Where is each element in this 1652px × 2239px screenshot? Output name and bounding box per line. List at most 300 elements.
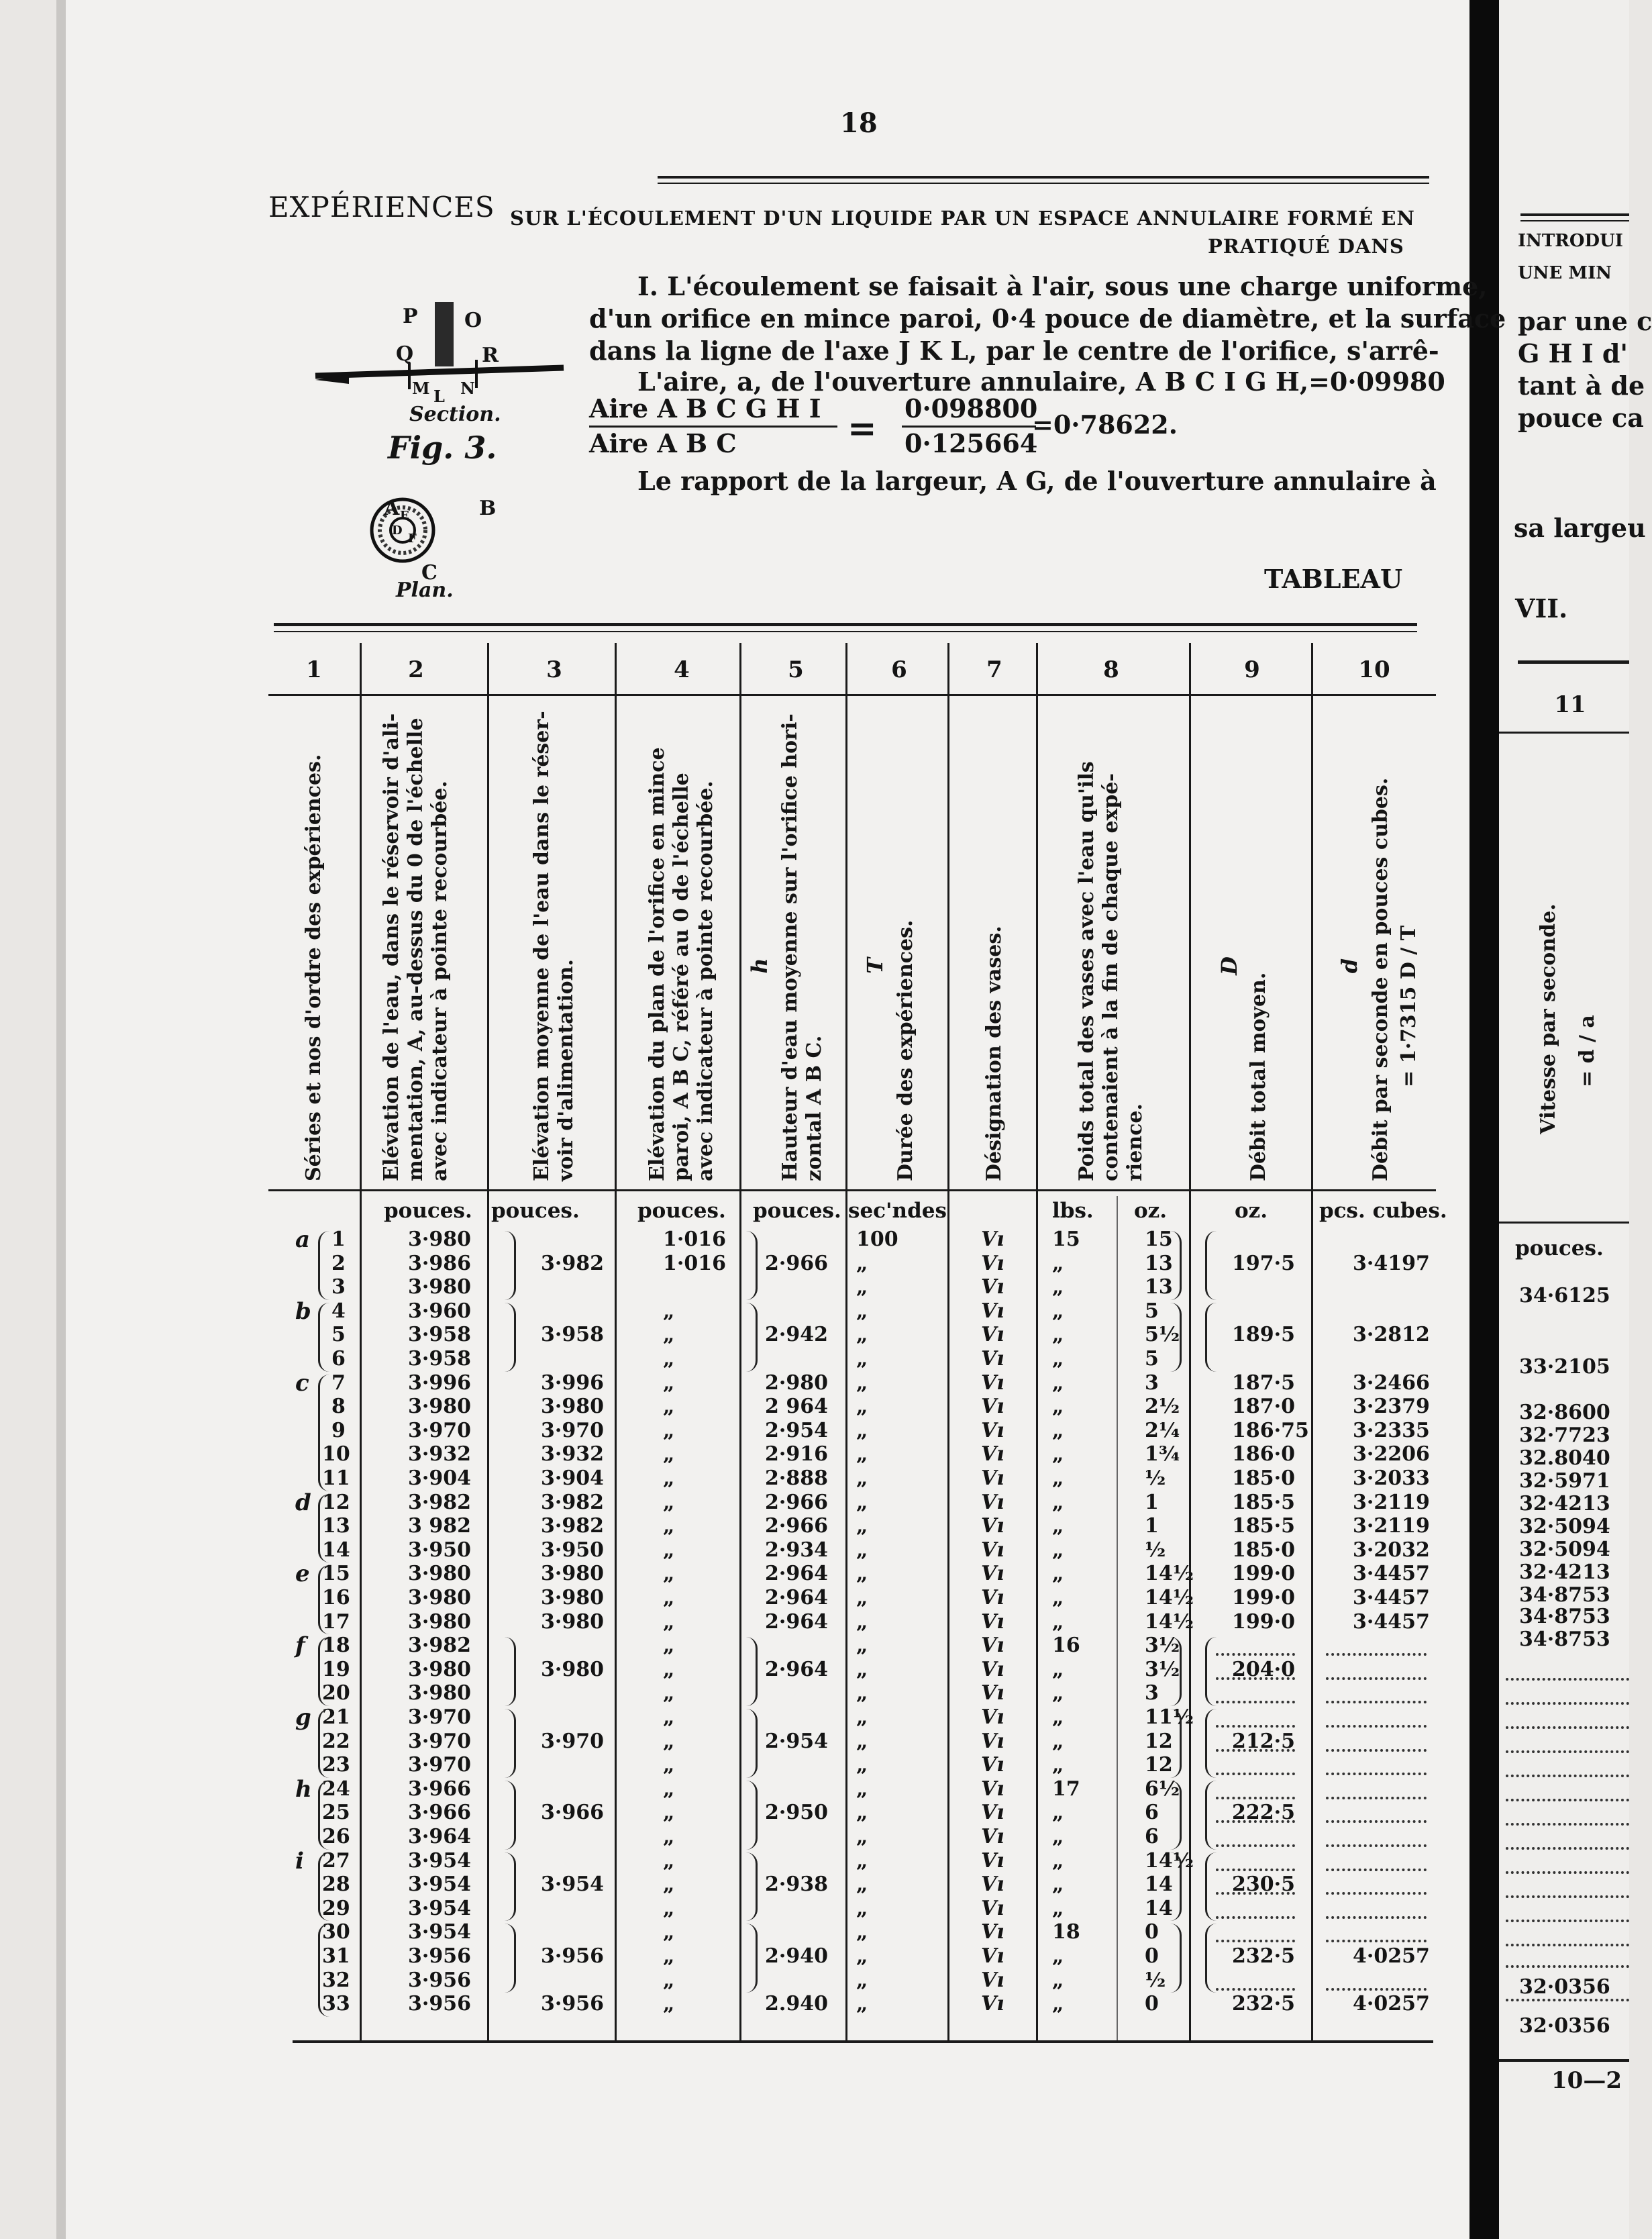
- cell-c9: 197·5: [1232, 1251, 1295, 1275]
- experiment-number: 15: [322, 1562, 350, 1586]
- cell-c2: 3·980: [408, 1395, 471, 1419]
- table-rule-header: [268, 694, 1436, 696]
- cell-oz: 14: [1145, 1873, 1173, 1897]
- right-value: 32·5094: [1519, 1515, 1610, 1538]
- para-line-4: L'aire, a, de l'ouverture annulaire, A B C I G H,=0·09980: [637, 366, 1445, 397]
- dotted-leader: [1216, 1797, 1295, 1799]
- series-brace: [318, 1565, 329, 1634]
- group-brace: [746, 1303, 758, 1372]
- cell-c2: 3·904: [408, 1466, 471, 1490]
- cell-oz: 14½: [1145, 1609, 1194, 1634]
- table-row: [0, 1325, 1469, 1349]
- dotted-leader: [1326, 1701, 1427, 1703]
- group-brace: [505, 1637, 516, 1706]
- cell-oz: 3½: [1145, 1657, 1180, 1681]
- right-value: 34·8753: [1519, 1605, 1610, 1628]
- cell-c2: 3·960: [408, 1299, 471, 1323]
- cell-c2: 3·970: [408, 1753, 471, 1777]
- experiment-number: 18: [322, 1634, 350, 1658]
- right-section: VII.: [1515, 593, 1568, 624]
- dotted-leader: [1216, 1940, 1295, 1942]
- cell-lbs: „: [1052, 1681, 1064, 1705]
- unit-label: pouces.: [384, 1199, 472, 1223]
- group-brace-oz: [1170, 1231, 1182, 1300]
- cell-c7: Vı: [981, 1777, 1004, 1801]
- cell-c6: „: [856, 1251, 868, 1275]
- cell-c6: „: [856, 1323, 868, 1347]
- cell-lbs: „: [1052, 1609, 1064, 1634]
- series-brace: [318, 1231, 329, 1300]
- cell-c6: „: [856, 1466, 868, 1490]
- right-value: 32·0356: [1519, 1975, 1610, 1999]
- cell-c7: Vı: [981, 1992, 1004, 2016]
- group-brace-oz: [1170, 1924, 1182, 1993]
- cell-lbs: „: [1052, 1944, 1064, 1968]
- plan-label-a: A: [384, 497, 400, 520]
- right-header-rule: [1499, 732, 1629, 734]
- fig-label-q: Q: [396, 342, 414, 366]
- cell-c6: „: [856, 1275, 868, 1299]
- cell-lbs: „: [1052, 1395, 1064, 1419]
- cell-c2: 3·980: [408, 1562, 471, 1586]
- title-main: EXPÉRIENCES: [268, 191, 495, 223]
- cell-c3: 3·980: [541, 1395, 604, 1419]
- cell-c9: 212·5: [1232, 1729, 1295, 1753]
- right-value: 32.8040: [1519, 1446, 1610, 1470]
- column-header-text: contenaient à la fin de chaque expé-: [1099, 773, 1123, 1181]
- cell-c4: „: [663, 1466, 675, 1490]
- table-row: [0, 1946, 1469, 1971]
- cell-c10: 4·0257: [1353, 1992, 1430, 2016]
- cell-c4: „: [663, 1634, 675, 1658]
- column-number: 4: [674, 656, 690, 683]
- cell-oz: 14½: [1145, 1586, 1194, 1609]
- cell-c3: 3·970: [541, 1729, 604, 1753]
- cell-c2: 3·970: [408, 1729, 471, 1753]
- cell-c4: „: [663, 1371, 675, 1395]
- cell-oz: 3½: [1145, 1634, 1180, 1658]
- experiment-number: 7: [331, 1371, 346, 1395]
- dotted-leader: [1326, 1820, 1427, 1823]
- experiment-number: 16: [322, 1586, 350, 1609]
- cell-c10: 3·4457: [1353, 1586, 1430, 1609]
- cell-c2: 3·954: [408, 1896, 471, 1920]
- cell-c5: 2·964: [765, 1609, 828, 1634]
- cell-c3: 3·956: [541, 1944, 604, 1968]
- cell-c3: 3·982: [541, 1251, 604, 1275]
- cell-oz: ½: [1145, 1538, 1166, 1562]
- column-header-text: Durée des expériences.: [894, 919, 917, 1181]
- group-brace: [505, 1303, 516, 1372]
- right-value: 32·8600: [1519, 1401, 1610, 1424]
- cell-oz: 1: [1145, 1514, 1159, 1538]
- group-brace-oz: [1170, 1637, 1182, 1706]
- cell-c7: Vı: [981, 1753, 1004, 1777]
- column-number: 2: [408, 656, 424, 683]
- column-header-text: Elévation de l'eau, dans le réservoir d'ali-: [380, 713, 403, 1181]
- experiment-number: 14: [322, 1538, 350, 1562]
- group-brace: [505, 1709, 516, 1778]
- cell-c4: „: [663, 1299, 675, 1323]
- unit-label: pouces.: [753, 1199, 841, 1223]
- right-col-number: 11: [1554, 691, 1586, 718]
- dotted-leader: [1326, 1677, 1427, 1680]
- cell-lbs: „: [1052, 1825, 1064, 1848]
- group-brace-right: [1205, 1781, 1217, 1850]
- experiment-number: 11: [322, 1466, 350, 1490]
- cell-c10: 3·2335: [1353, 1418, 1430, 1442]
- cell-c2: 3·996: [408, 1371, 471, 1395]
- table-row: [0, 1251, 1469, 1278]
- series-brace: [318, 1781, 329, 1850]
- cell-c6: „: [856, 1801, 868, 1825]
- cell-oz: 12: [1145, 1729, 1173, 1753]
- cell-c10: 4·0257: [1353, 1944, 1430, 1968]
- cell-c4: 1·016: [663, 1228, 726, 1251]
- experiment-number: 23: [322, 1753, 350, 1777]
- experiment-number: 26: [322, 1825, 350, 1848]
- right-rule: [1520, 213, 1629, 216]
- cell-oz: 1: [1145, 1490, 1159, 1514]
- formula-right-num: 0·098800: [905, 393, 1038, 424]
- dotted-leader: [1326, 1844, 1427, 1847]
- caption-plan: Plan.: [396, 579, 454, 602]
- right-dotted-leader: [1506, 1920, 1629, 1922]
- right-dotted-leader: [1506, 1799, 1629, 1801]
- cell-c2: 3·964: [408, 1825, 471, 1848]
- experiment-number: 29: [322, 1896, 350, 1920]
- dotted-leader: [1326, 1749, 1427, 1752]
- cell-c7: Vı: [981, 1562, 1004, 1586]
- right-dotted-leader: [1506, 1750, 1629, 1753]
- column-header-text: Débit total moyen.: [1247, 972, 1270, 1181]
- right-heading-2: UNE MIN: [1518, 263, 1612, 283]
- cell-c4: „: [663, 1944, 675, 1968]
- right-value: 34·8753: [1519, 1628, 1610, 1651]
- cell-c6: „: [856, 1705, 868, 1729]
- column-header-symbol: d: [1337, 958, 1363, 974]
- series-letter: a: [295, 1226, 311, 1253]
- cell-c4: „: [663, 1896, 675, 1920]
- cell-c7: Vı: [981, 1466, 1004, 1490]
- cell-oz: ½: [1145, 1466, 1166, 1490]
- experiment-number: 24: [322, 1777, 350, 1801]
- cell-c2: 3·970: [408, 1705, 471, 1729]
- dotted-leader: [1216, 1749, 1295, 1752]
- right-dotted-leader: [1506, 1726, 1629, 1729]
- right-dotted-leader: [1506, 1775, 1629, 1777]
- right-value: 32·5094: [1519, 1538, 1610, 1561]
- table-row: [0, 1704, 1469, 1732]
- cell-c2: 3·956: [408, 1968, 471, 1992]
- table-rule-top-thin: [274, 631, 1417, 632]
- column-header-text: Elévation du plan de l'orifice en mince: [646, 747, 669, 1181]
- column-header-symbol: h: [746, 958, 772, 974]
- plan-label-d: D: [392, 524, 403, 538]
- cell-c6: „: [856, 1992, 868, 2016]
- group-brace: [746, 1924, 758, 1993]
- formula-left-den: Aire A B C: [589, 428, 737, 458]
- right-col-formula: = d / a: [1576, 1015, 1599, 1087]
- cell-c3: 3·932: [541, 1442, 604, 1466]
- cell-c6: „: [856, 1371, 868, 1395]
- dotted-leader: [1216, 1916, 1295, 1919]
- cell-c4: „: [663, 1920, 675, 1944]
- group-brace-right: [1205, 1303, 1217, 1372]
- dotted-leader: [1326, 1988, 1427, 1991]
- cell-c4: 1·016: [663, 1251, 726, 1275]
- cell-c6: „: [856, 1825, 868, 1848]
- figure-3: [309, 295, 577, 604]
- unit-label: pcs. cubes.: [1319, 1199, 1447, 1223]
- table-row: [0, 1657, 1469, 1684]
- cell-c3: 3·958: [541, 1323, 604, 1347]
- cell-c2: 3·970: [408, 1418, 471, 1442]
- cell-c2: 3·980: [408, 1586, 471, 1609]
- fig-label-p: P: [403, 305, 418, 328]
- column-header-text: voir d'alimentation.: [554, 959, 578, 1181]
- cell-c4: „: [663, 1609, 675, 1634]
- cell-c2: 3·980: [408, 1275, 471, 1299]
- experiment-number: 8: [331, 1395, 346, 1419]
- series-brace: [318, 1924, 329, 2016]
- cell-c4: „: [663, 1848, 675, 1873]
- cell-c5: 2·938: [765, 1873, 828, 1897]
- cell-c4: „: [663, 1705, 675, 1729]
- cell-c6: „: [856, 1442, 868, 1466]
- series-brace: [318, 1494, 329, 1563]
- cell-c6: „: [856, 1944, 868, 1968]
- cell-c7: Vı: [981, 1418, 1004, 1442]
- cell-oz: 3: [1145, 1681, 1159, 1705]
- cell-lbs: „: [1052, 1562, 1064, 1586]
- cell-c6: „: [856, 1490, 868, 1514]
- right-value: 33·2105: [1519, 1355, 1610, 1379]
- cell-lbs: „: [1052, 1538, 1064, 1562]
- right-text-line: par une c: [1518, 306, 1652, 336]
- cell-lbs: 16: [1052, 1634, 1080, 1658]
- cell-c9: 185·0: [1232, 1538, 1295, 1562]
- column-header-text: Elévation moyenne de l'eau dans le réser-: [530, 711, 554, 1181]
- column-header-symbol: D: [1216, 956, 1242, 975]
- table-rule-units: [268, 1189, 1436, 1191]
- cell-c10: 3·2119: [1353, 1514, 1430, 1538]
- cell-c2: 3·956: [408, 1992, 471, 2016]
- cell-c9: 189·5: [1232, 1323, 1295, 1347]
- experiment-number: 10: [322, 1442, 350, 1466]
- cell-oz: 5: [1145, 1347, 1159, 1371]
- table-row: [0, 1609, 1469, 1636]
- dotted-leader: [1216, 1773, 1295, 1775]
- cell-oz: 11½: [1145, 1705, 1194, 1729]
- cell-c10: 3·4457: [1353, 1562, 1430, 1586]
- group-brace: [746, 1231, 758, 1300]
- table-row: [0, 1875, 1469, 1899]
- formula-right-bar: [902, 426, 1036, 428]
- cell-c2: 3·932: [408, 1442, 471, 1466]
- cell-c7: Vı: [981, 1586, 1004, 1609]
- dotted-leader: [1216, 1869, 1295, 1871]
- group-brace-right: [1205, 1852, 1217, 1922]
- fig-label-o: O: [464, 309, 482, 332]
- cell-c7: Vı: [981, 1299, 1004, 1323]
- table-row: [0, 1588, 1469, 1612]
- experiment-number: 9: [331, 1418, 346, 1442]
- cell-c10: 3·2379: [1353, 1395, 1430, 1419]
- right-value: 32·4213: [1519, 1560, 1610, 1584]
- right-dotted-leader: [1506, 1871, 1629, 1874]
- series-letter: g: [295, 1704, 311, 1731]
- cell-oz: 15: [1145, 1228, 1173, 1251]
- cell-c3: 3·950: [541, 1538, 604, 1562]
- cell-c6: „: [856, 1873, 868, 1897]
- column-number: 7: [986, 656, 1002, 683]
- dotted-leader: [1216, 1677, 1295, 1680]
- cell-c6: „: [856, 1609, 868, 1634]
- cell-c2: 3·966: [408, 1801, 471, 1825]
- cell-c7: Vı: [981, 1729, 1004, 1753]
- dotted-leader: [1326, 1725, 1427, 1728]
- column-number: 6: [891, 656, 907, 683]
- para-line-last: Le rapport de la largeur, A G, de l'ouverture annulaire à: [637, 466, 1437, 496]
- dotted-leader: [1326, 1869, 1427, 1871]
- cell-c4: „: [663, 1490, 675, 1514]
- table-row: [0, 1277, 1469, 1301]
- para-line-1: I. L'écoulement se faisait à l'air, sous une charge uniforme,: [637, 271, 1488, 301]
- cell-c5: 2·950: [765, 1801, 828, 1825]
- cell-c5: 2·934: [765, 1538, 828, 1562]
- cell-c4: „: [663, 1538, 675, 1562]
- plan-label-e: E: [400, 509, 409, 523]
- cell-c7: Vı: [981, 1944, 1004, 1968]
- column-header-symbol: T: [862, 958, 888, 974]
- formula-left-bar: [589, 426, 837, 428]
- series-letter: i: [295, 1847, 304, 1875]
- right-value: 32·7723: [1519, 1424, 1610, 1447]
- cell-c4: „: [663, 1801, 675, 1825]
- right-heading-1: INTRODUI: [1518, 231, 1623, 251]
- caption-fig: Fig. 3.: [388, 430, 497, 466]
- cell-lbs: „: [1052, 1490, 1064, 1514]
- cell-c2: 3·980: [408, 1657, 471, 1681]
- table-row: [0, 1827, 1469, 1851]
- cell-c10: 3·2206: [1353, 1442, 1430, 1466]
- cell-c4: „: [663, 1753, 675, 1777]
- series-brace: [318, 1375, 329, 1491]
- cell-lbs: „: [1052, 1371, 1064, 1395]
- table-row: [0, 1803, 1469, 1827]
- group-brace-right: [1205, 1231, 1217, 1300]
- column-number: 5: [788, 656, 804, 683]
- cell-c2: 3·956: [408, 1944, 471, 1968]
- cell-c10: 3·4457: [1353, 1609, 1430, 1634]
- right-value: 32·5971: [1519, 1469, 1610, 1493]
- series-letter: b: [295, 1297, 311, 1325]
- cell-c6: „: [856, 1418, 868, 1442]
- right-text-line: pouce ca: [1518, 403, 1644, 433]
- cell-c6: „: [856, 1538, 868, 1562]
- cell-c4: „: [663, 1347, 675, 1371]
- cell-lbs: „: [1052, 1466, 1064, 1490]
- cell-c10: 3·2032: [1353, 1538, 1430, 1562]
- table-row: [0, 1683, 1469, 1707]
- cell-c6: „: [856, 1562, 868, 1586]
- cell-oz: 0: [1145, 1920, 1159, 1944]
- series-brace: [318, 1637, 329, 1706]
- cell-oz: ½: [1145, 1968, 1166, 1992]
- column-number: 3: [546, 656, 562, 683]
- group-brace: [505, 1781, 516, 1850]
- right-bottom-rule: [1499, 2059, 1629, 2062]
- right-value: 34·6125: [1519, 1284, 1610, 1307]
- cell-c9: 185·5: [1232, 1490, 1295, 1514]
- table-row: [0, 1922, 1469, 1946]
- cell-c9: 187·5: [1232, 1371, 1295, 1395]
- cell-c3: 3·982: [541, 1514, 604, 1538]
- cell-oz: 13: [1145, 1275, 1173, 1299]
- dotted-leader: [1216, 1725, 1295, 1728]
- cell-c2: 3·982: [408, 1634, 471, 1658]
- cell-c3: 3·966: [541, 1801, 604, 1825]
- cell-lbs: „: [1052, 1992, 1064, 2016]
- cell-c7: Vı: [981, 1705, 1004, 1729]
- cell-lbs: „: [1052, 1801, 1064, 1825]
- cell-oz: 0: [1145, 1944, 1159, 1968]
- cell-lbs: 17: [1052, 1777, 1080, 1801]
- cell-c9: 232·5: [1232, 1944, 1295, 1968]
- cell-c4: „: [663, 1992, 675, 2016]
- cell-c2: 3·980: [408, 1609, 471, 1634]
- group-brace: [505, 1231, 516, 1300]
- table-row: [0, 1755, 1469, 1779]
- cell-c6: „: [856, 1395, 868, 1419]
- cell-c5: 2·964: [765, 1657, 828, 1681]
- cell-c3: 3·970: [541, 1418, 604, 1442]
- unit-label: pouces.: [491, 1199, 580, 1223]
- right-footer: 10—2: [1551, 2067, 1622, 2094]
- cell-c7: Vı: [981, 1538, 1004, 1562]
- cell-c9: 199·0: [1232, 1609, 1295, 1634]
- cell-oz: 12: [1145, 1753, 1173, 1777]
- cell-c7: Vı: [981, 1371, 1004, 1395]
- dotted-leader: [1326, 1653, 1427, 1656]
- cell-c10: 3·2119: [1353, 1490, 1430, 1514]
- cell-oz: 6½: [1145, 1777, 1180, 1801]
- cell-c4: „: [663, 1395, 675, 1419]
- column-number: 8: [1103, 656, 1119, 683]
- experiment-number: 33: [322, 1992, 350, 2016]
- cell-c3: 3·980: [541, 1562, 604, 1586]
- cell-c2: 3·954: [408, 1920, 471, 1944]
- cell-c6: „: [856, 1657, 868, 1681]
- cell-c4: „: [663, 1418, 675, 1442]
- table-row: [0, 1516, 1469, 1540]
- cell-lbs: „: [1052, 1323, 1064, 1347]
- formula-result: =0·78622.: [1032, 409, 1178, 440]
- cell-c10: 3·2812: [1353, 1323, 1430, 1347]
- right-dotted-leader: [1506, 1965, 1629, 1968]
- cell-c4: „: [663, 1825, 675, 1848]
- right-value: 32·0356: [1519, 2014, 1610, 2038]
- group-brace-right: [1205, 1709, 1217, 1778]
- dotted-leader: [1216, 1844, 1295, 1847]
- group-brace-oz: [1170, 1852, 1182, 1922]
- experiment-number: 31: [322, 1944, 350, 1968]
- formula-equals: =: [847, 408, 877, 449]
- cell-c5: 2·964: [765, 1562, 828, 1586]
- experiment-number: 28: [322, 1873, 350, 1897]
- cell-c7: Vı: [981, 1848, 1004, 1873]
